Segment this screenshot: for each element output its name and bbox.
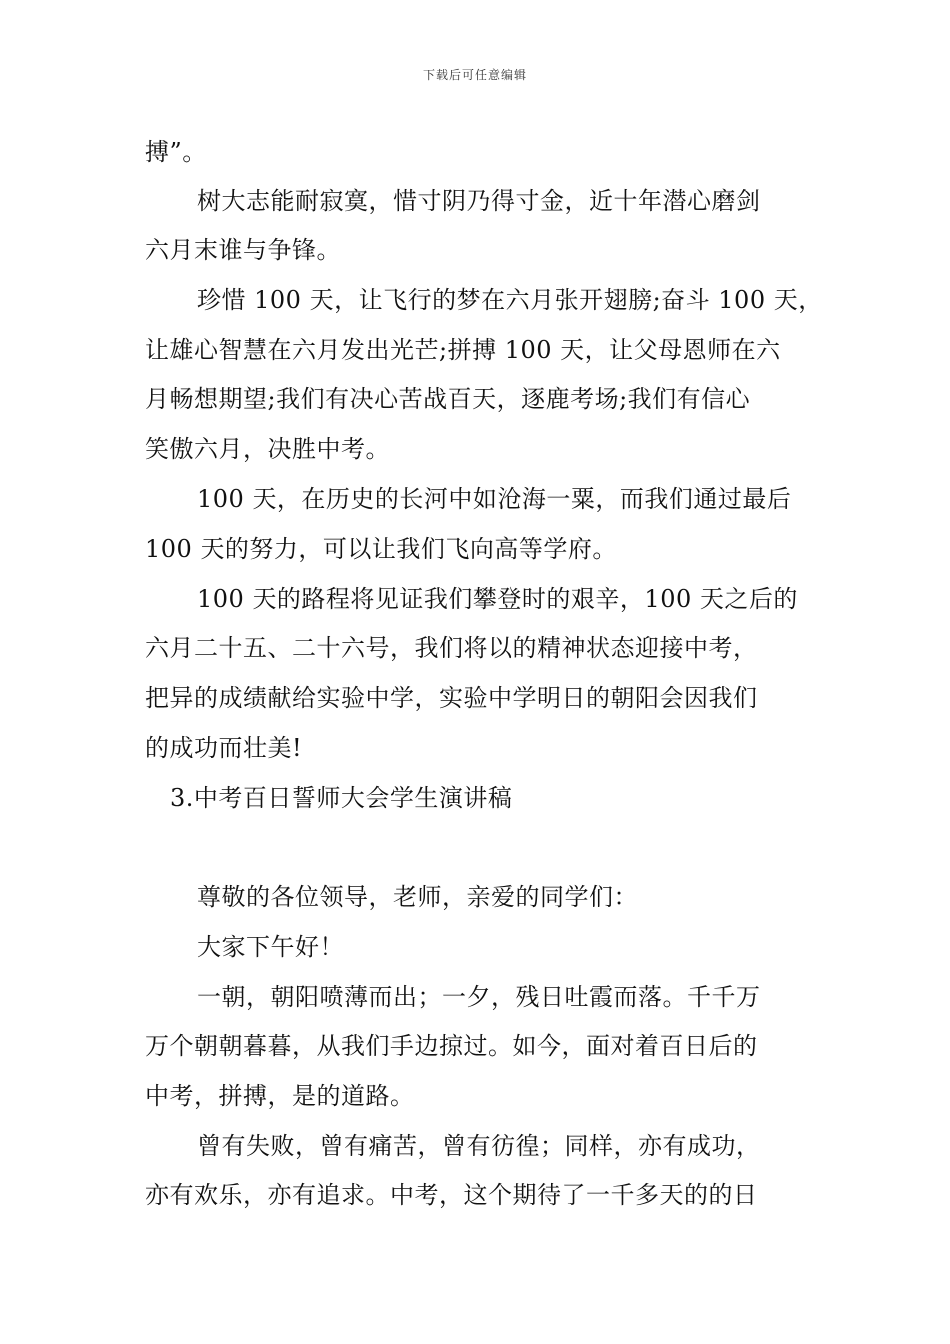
text-line: 搏”。 [145,138,207,166]
text-line: 六月二十五、二十六号，我们将以的精神状态迎接中考， [145,634,758,662]
text-line: 亦有欢乐，亦有追求。中考，这个期待了一千多天的的日 [145,1181,758,1209]
text-line: 六月末谁与争锋。 [145,236,341,264]
text-line: 尊敬的各位领导，老师，亲爱的同学们： [197,883,638,911]
text-line: 中考，拼搏，是的道路。 [145,1082,415,1110]
text-line: 把异的成绩献给实验中学，实验中学明日的朝阳会因我们 [145,684,758,712]
text-line: 大家下午好！ [197,933,344,961]
page-header: 下载后可任意编辑 [422,68,527,82]
text-line: 的成功而壮美! [145,734,303,762]
text-line: 笑傲六月，决胜中考。 [145,435,390,463]
section-heading: 3.中考百日誓师大会学生演讲稿 [170,784,513,812]
text-line: 曾有失败，曾有痛苦，曾有彷徨；同样，亦有成功， [197,1132,761,1160]
text-line: 月畅想期望;我们有决心苦战百天，逐鹿考场;我们有信心 [145,385,751,413]
text-line: 万个朝朝暮暮，从我们手边掠过。如今，面对着百日后的 [145,1032,758,1060]
text-line: 珍惜 100 天，让飞行的梦在六月张开翅膀;奋斗 100 天， [197,286,823,314]
text-line: 树大志能耐寂寞，惜寸阴乃得寸金，近十年潜心磨剑 [197,187,761,215]
text-line: 让雄心智慧在六月发出光芒;拼搏 100 天，让父母恩师在六 [145,336,781,364]
text-line: 100 天的努力，可以让我们飞向高等学府。 [145,535,617,563]
text-line: 100 天的路程将见证我们攀登时的艰辛，100 天之后的 [197,585,798,613]
text-line: 一朝，朝阳喷薄而出；一夕，残日吐霞而落。千千万 [197,983,761,1011]
text-line: 100 天，在历史的长河中如沧海一粟，而我们通过最后 [197,485,792,513]
